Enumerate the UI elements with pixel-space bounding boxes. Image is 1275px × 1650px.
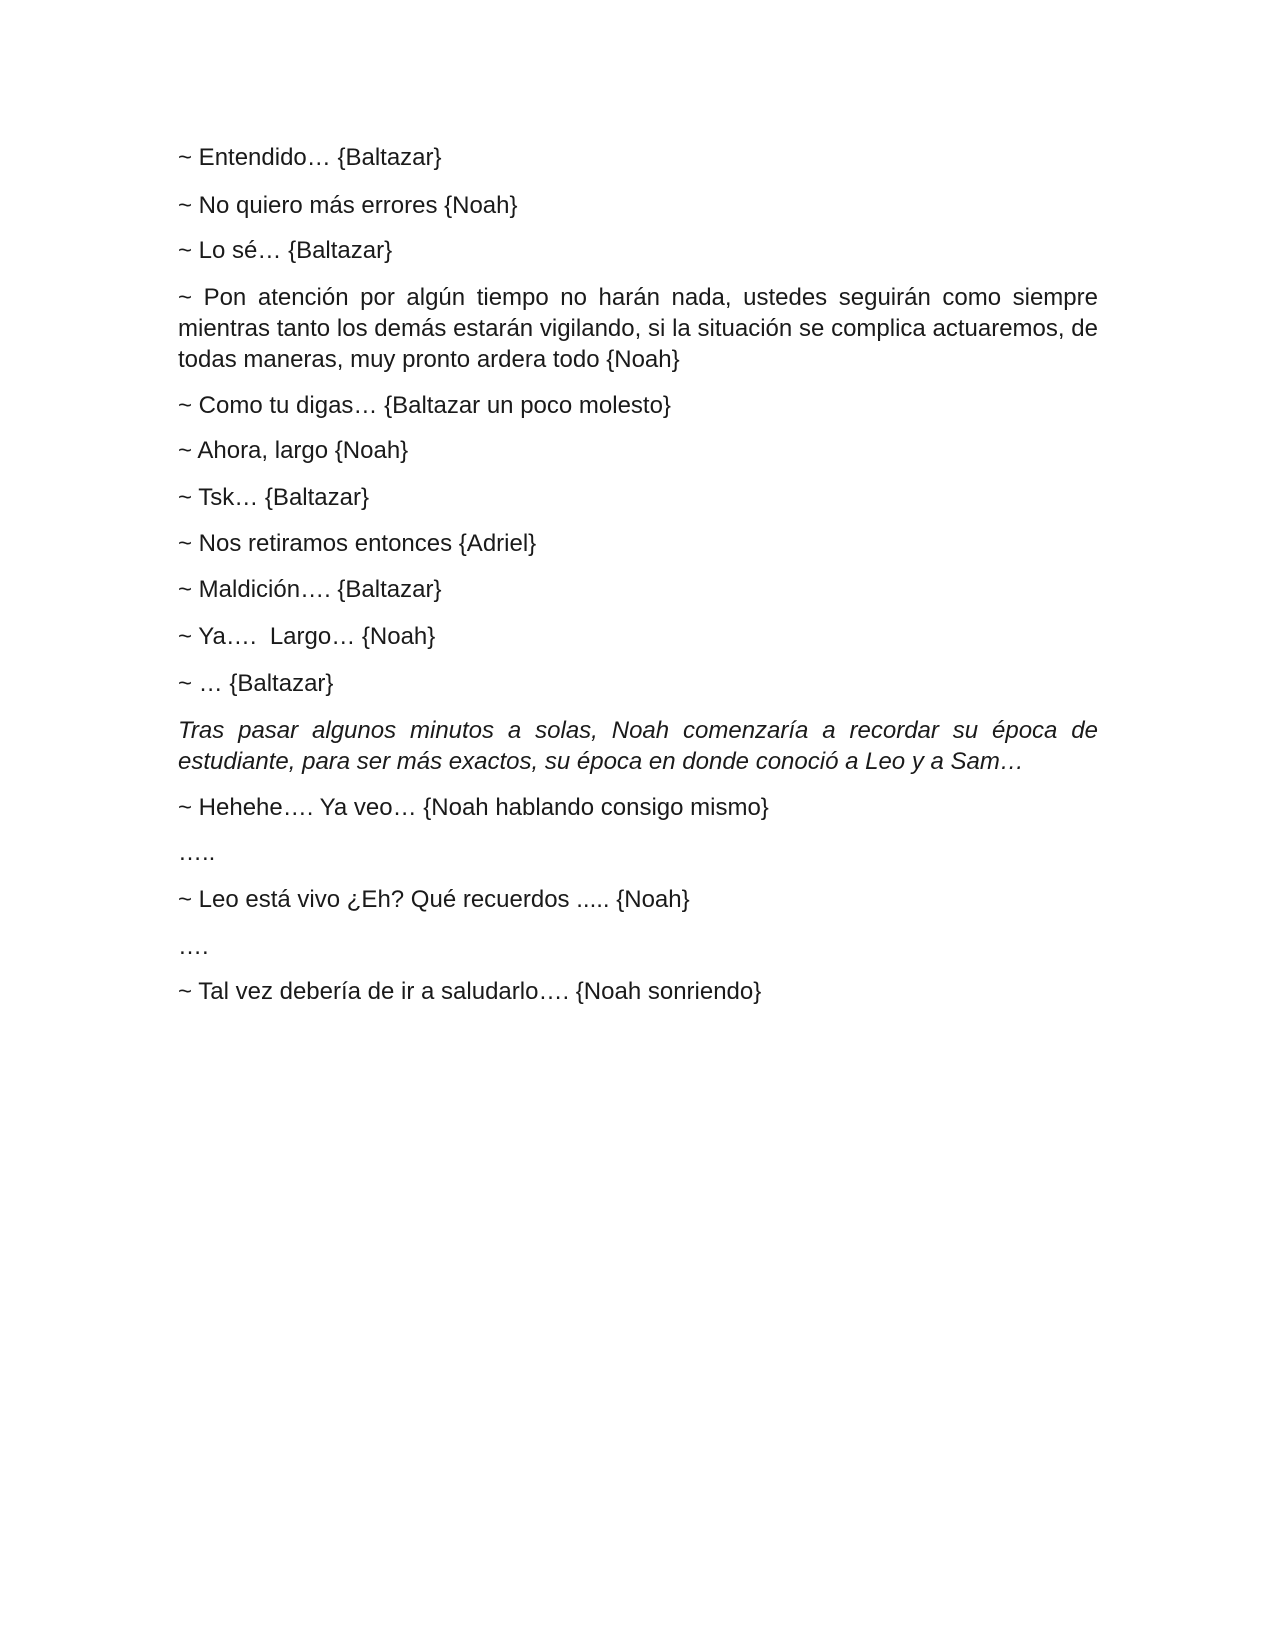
dialogue-line: ~ Nos retiramos entonces {Adriel}: [178, 530, 537, 557]
dialogue-paragraph: ~ Pon atención por algún tiempo no harán nada, ustedes seguirán como siempre mientras tanto los demás estarán vigilando, si la situación se complica actuaremos, de todas maneras, muy pronto ardera todo {Noah}: [178, 284, 1105, 373]
ellipsis-line: ….: [178, 933, 209, 960]
narration-paragraph: Tras pasar algunos minutos a solas, Noah comenzaría a recordar su época de estudiante, para ser más exactos, su época en donde conoció a Leo y a Sam…: [178, 717, 1105, 775]
dialogue-line: ~ Maldición…. {Baltazar}: [178, 576, 442, 603]
dialogue-line: ~ Ya…. Largo… {Noah}: [178, 623, 436, 650]
dialogue-line: ~ Entendido… {Baltazar}: [178, 144, 442, 171]
document-body: [178, 142, 1105, 1007]
dialogue-line: ~ Ahora, largo {Noah}: [178, 437, 409, 464]
dialogue-line: ~ Tal vez debería de ir a saludarlo…. {Noah sonriendo}: [178, 978, 762, 1005]
dialogue-line: ~ … {Baltazar}: [178, 670, 334, 697]
ellipsis-line: …..: [178, 839, 216, 866]
dialogue-line: ~ Tsk… {Baltazar}: [178, 484, 369, 511]
dialogue-line: ~ Como tu digas… {Baltazar un poco molesto}: [178, 392, 671, 419]
dialogue-line: ~ Lo sé… {Baltazar}: [178, 237, 393, 264]
dialogue-line: ~ Leo está vivo ¿Eh? Qué recuerdos ..... {Noah}: [178, 886, 690, 913]
dialogue-line: ~ Hehehe…. Ya veo… {Noah hablando consigo mismo}: [178, 794, 769, 821]
dialogue-line: ~ No quiero más errores {Noah}: [178, 192, 518, 219]
